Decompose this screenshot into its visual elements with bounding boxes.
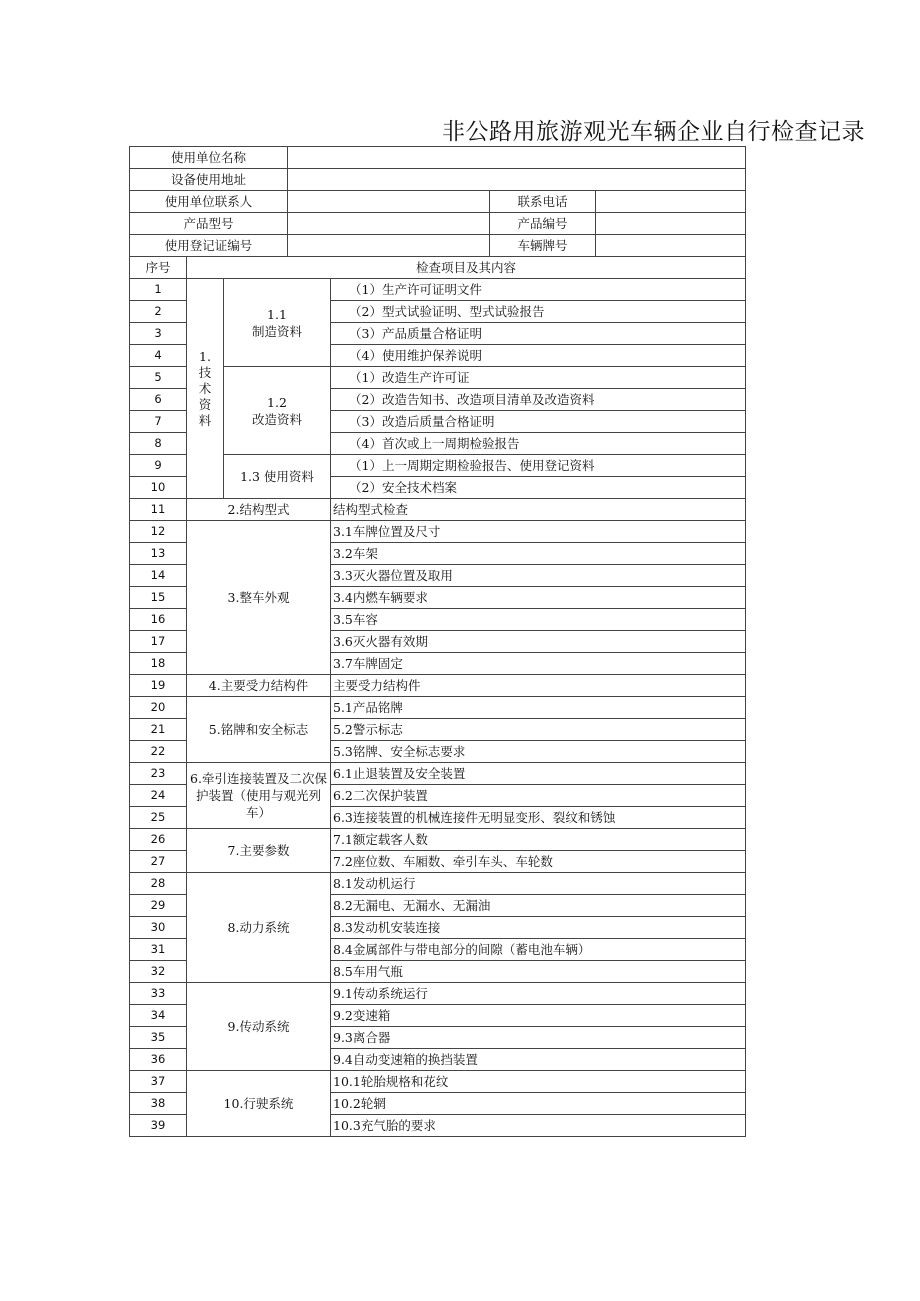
row-number: 20 — [130, 697, 187, 719]
row-number: 31 — [130, 939, 187, 961]
item-text: 结构型式检查 — [331, 499, 746, 521]
table-row — [130, 675, 746, 697]
row-number: 1 — [130, 279, 187, 301]
table-row — [130, 763, 746, 785]
row-number: 28 — [130, 873, 187, 895]
row-number: 13 — [130, 543, 187, 565]
section-structure: 2.结构型式 — [187, 499, 331, 521]
item-text: 3.6灭火器有效期 — [331, 631, 746, 653]
item-text: 10.1轮胎规格和花纹 — [331, 1071, 746, 1093]
section-mod: 1.2 改造资料 — [224, 367, 331, 455]
column-header-row — [130, 257, 746, 279]
item-text: 7.2座位数、车厢数、牵引车头、车轮数 — [331, 851, 746, 873]
table-row — [130, 521, 746, 543]
item-text: 3.1车牌位置及尺寸 — [331, 521, 746, 543]
item-text: 5.3铭牌、安全标志要求 — [331, 741, 746, 763]
page-title: 非公路用旅游观光车辆企业自行检查记录 — [442, 119, 865, 145]
row-number: 29 — [130, 895, 187, 917]
plate-no-field[interactable] — [596, 235, 746, 257]
model-field[interactable] — [288, 213, 490, 235]
table-row — [130, 829, 746, 851]
item-text: 8.1发动机运行 — [331, 873, 746, 895]
section-use: 1.3 使用资料 — [224, 455, 331, 499]
item-text: 9.3离合器 — [331, 1027, 746, 1049]
table-row — [130, 697, 746, 719]
item-text: 8.3发动机安装连接 — [331, 917, 746, 939]
header-row — [130, 191, 746, 213]
table-row — [130, 279, 746, 301]
row-number: 37 — [130, 1071, 187, 1093]
item-text: （2）型式试验证明、型式试验报告 — [331, 301, 746, 323]
item-text: 7.1额定载客人数 — [331, 829, 746, 851]
row-number: 22 — [130, 741, 187, 763]
section-sign: 5.铭牌和安全标志 — [187, 697, 331, 763]
item-text: 3.3灭火器位置及取用 — [331, 565, 746, 587]
item-text: 6.1止退装置及安全装置 — [331, 763, 746, 785]
phone-field[interactable] — [596, 191, 746, 213]
section-tech: 1.技术资料 — [187, 279, 224, 499]
unit-name-field[interactable] — [288, 147, 746, 169]
header-row — [130, 169, 746, 191]
item-text: （2）安全技术档案 — [331, 477, 746, 499]
table-row — [130, 983, 746, 1005]
phone-label: 联系电话 — [490, 191, 596, 213]
item-text: 8.2无漏电、无漏水、无漏油 — [331, 895, 746, 917]
section-load: 4.主要受力结构件 — [187, 675, 331, 697]
section-mfg: 1.1 制造资料 — [224, 279, 331, 367]
reg-no-label: 使用登记证编号 — [130, 235, 288, 257]
table-row — [130, 1071, 746, 1093]
item-text: 3.5车容 — [331, 609, 746, 631]
row-number: 4 — [130, 345, 187, 367]
row-number: 18 — [130, 653, 187, 675]
address-label: 设备使用地址 — [130, 169, 288, 191]
reg-no-field[interactable] — [288, 235, 490, 257]
plate-no-label: 车辆牌号 — [490, 235, 596, 257]
item-text: 9.4自动变速箱的换挡装置 — [331, 1049, 746, 1071]
item-text: 9.2变速箱 — [331, 1005, 746, 1027]
row-number: 16 — [130, 609, 187, 631]
row-number: 5 — [130, 367, 187, 389]
row-number: 11 — [130, 499, 187, 521]
row-number: 36 — [130, 1049, 187, 1071]
item-text: 9.1传动系统运行 — [331, 983, 746, 1005]
item-text: 3.7车牌固定 — [331, 653, 746, 675]
row-number: 25 — [130, 807, 187, 829]
item-text: 10.2轮辋 — [331, 1093, 746, 1115]
product-no-label: 产品编号 — [490, 213, 596, 235]
section-trans: 9.传动系统 — [187, 983, 331, 1071]
row-number: 9 — [130, 455, 187, 477]
header-row — [130, 235, 746, 257]
section-tow: 6.牵引连接装置及二次保护装置（使用与观光列车） — [187, 763, 331, 829]
header-row — [130, 147, 746, 169]
item-text: （3）产品质量合格证明 — [331, 323, 746, 345]
section-exterior: 3.整车外观 — [187, 521, 331, 675]
contact-field[interactable] — [288, 191, 490, 213]
seq-header: 序号 — [130, 257, 187, 279]
item-text: （4）使用维护保养说明 — [331, 345, 746, 367]
row-number: 38 — [130, 1093, 187, 1115]
item-text: 3.2车架 — [331, 543, 746, 565]
row-number: 32 — [130, 961, 187, 983]
table-row — [130, 873, 746, 895]
item-text: 8.5车用气瓶 — [331, 961, 746, 983]
row-number: 12 — [130, 521, 187, 543]
row-number: 23 — [130, 763, 187, 785]
header-row — [130, 213, 746, 235]
row-number: 8 — [130, 433, 187, 455]
row-number: 21 — [130, 719, 187, 741]
item-text: （4）首次或上一周期检验报告 — [331, 433, 746, 455]
row-number: 33 — [130, 983, 187, 1005]
product-no-field[interactable] — [596, 213, 746, 235]
row-number: 34 — [130, 1005, 187, 1027]
section-run: 10.行驶系统 — [187, 1071, 331, 1137]
row-number: 39 — [130, 1115, 187, 1137]
row-number: 7 — [130, 411, 187, 433]
item-text: （1）改造生产许可证 — [331, 367, 746, 389]
item-text: 6.3连接装置的机械连接件无明显变形、裂纹和锈蚀 — [331, 807, 746, 829]
section-power: 8.动力系统 — [187, 873, 331, 983]
item-text: （1）生产许可证明文件 — [331, 279, 746, 301]
content-header: 检查项目及其内容 — [187, 257, 746, 279]
item-text: 主要受力结构件 — [331, 675, 746, 697]
table-row — [130, 499, 746, 521]
item-text: （1）上一周期定期检验报告、使用登记资料 — [331, 455, 746, 477]
item-text: 3.4内燃车辆要求 — [331, 587, 746, 609]
row-number: 19 — [130, 675, 187, 697]
row-number: 30 — [130, 917, 187, 939]
row-number: 24 — [130, 785, 187, 807]
item-text: （3）改造后质量合格证明 — [331, 411, 746, 433]
item-text: 8.4金属部件与带电部分的间隙（蓄电池车辆） — [331, 939, 746, 961]
item-text: 6.2二次保护装置 — [331, 785, 746, 807]
unit-name-label: 使用单位名称 — [130, 147, 288, 169]
contact-label: 使用单位联系人 — [130, 191, 288, 213]
row-number: 17 — [130, 631, 187, 653]
row-number: 6 — [130, 389, 187, 411]
row-number: 35 — [130, 1027, 187, 1049]
row-number: 10 — [130, 477, 187, 499]
item-text: （2）改造告知书、改造项目清单及改造资料 — [331, 389, 746, 411]
address-field[interactable] — [288, 169, 746, 191]
row-number: 3 — [130, 323, 187, 345]
row-number: 27 — [130, 851, 187, 873]
row-number: 2 — [130, 301, 187, 323]
item-text: 5.1产品铭牌 — [331, 697, 746, 719]
row-number: 15 — [130, 587, 187, 609]
inspection-table — [129, 146, 746, 1137]
model-label: 产品型号 — [130, 213, 288, 235]
item-text: 10.3充气胎的要求 — [331, 1115, 746, 1137]
item-text: 5.2警示标志 — [331, 719, 746, 741]
row-number: 26 — [130, 829, 187, 851]
section-params: 7.主要参数 — [187, 829, 331, 873]
row-number: 14 — [130, 565, 187, 587]
